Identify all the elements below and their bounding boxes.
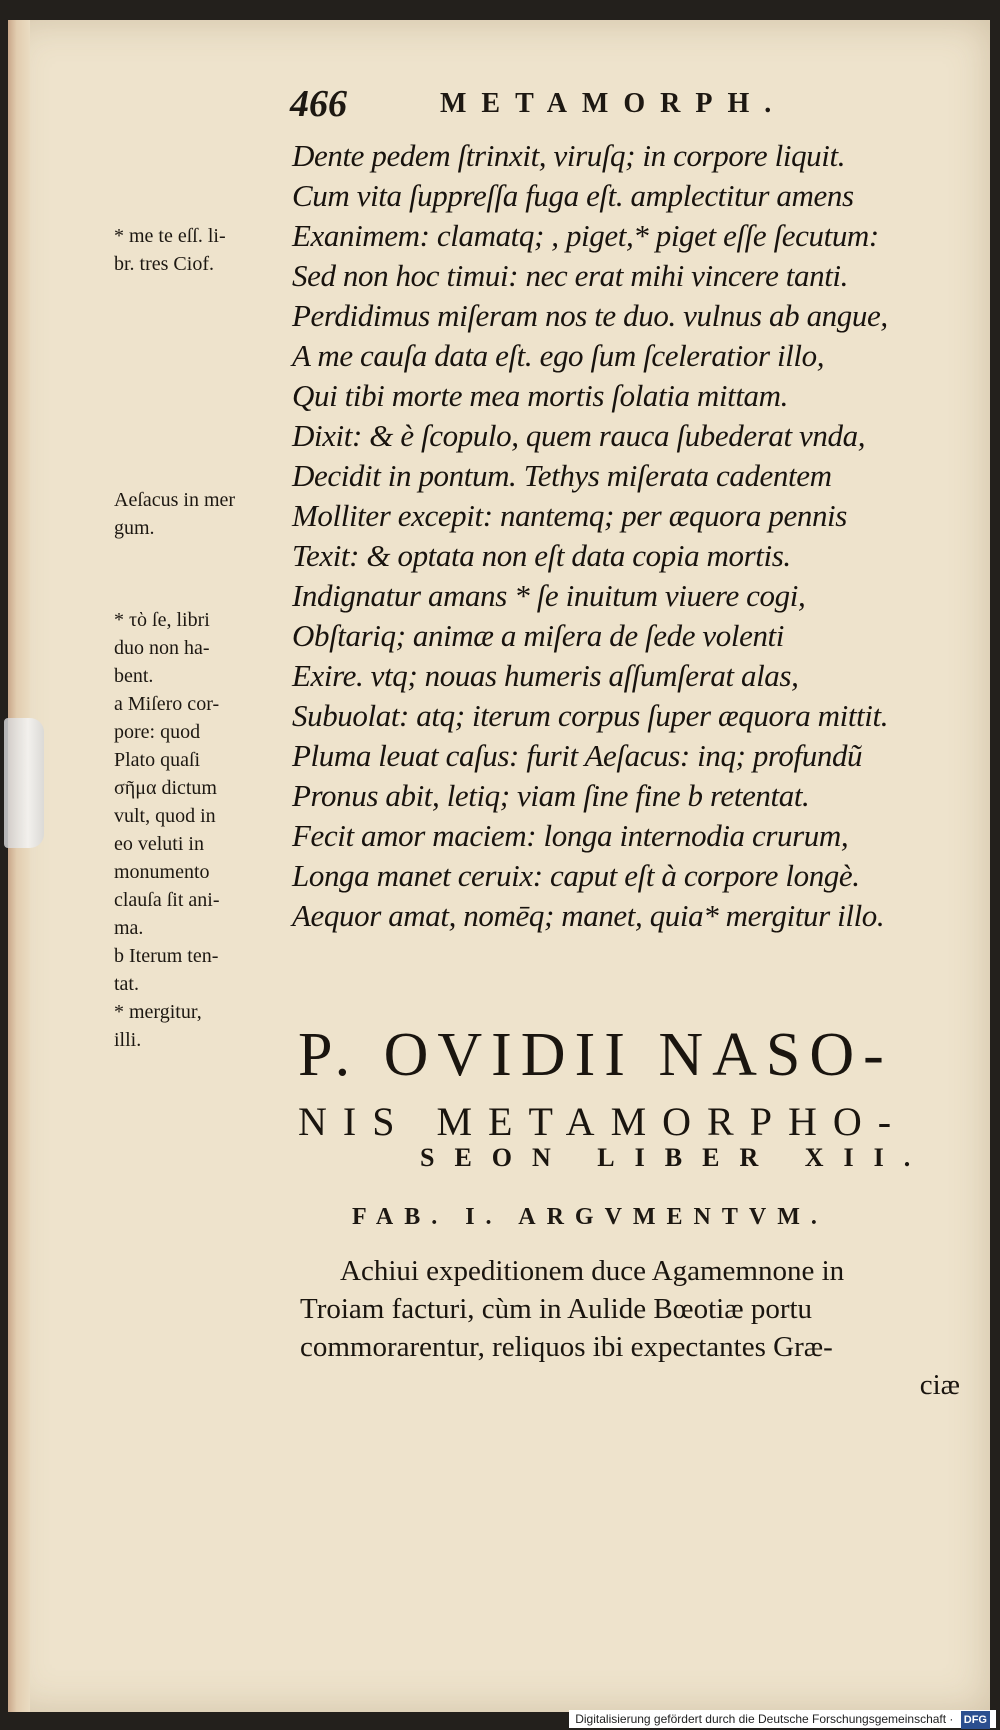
margin-note-line: b Iterum ten- bbox=[114, 945, 219, 967]
verse-line: Perdidimus miſeram nos te duo. vulnus ab angue, bbox=[292, 298, 888, 333]
book-title-line-2: NIS METAMORPHO- bbox=[298, 1099, 908, 1144]
margin-note-line: * mergitur, bbox=[114, 1001, 202, 1023]
margin-note-line: illi. bbox=[114, 1029, 142, 1051]
margin-note-line: a Miſero cor- bbox=[114, 693, 220, 715]
margin-note bbox=[114, 222, 294, 278]
verse-block bbox=[292, 136, 982, 936]
verse-line: Sed non hoc timui: nec erat mihi vincere tanti. bbox=[292, 258, 848, 293]
running-title: METAMORPH. bbox=[440, 88, 787, 119]
dfg-logo: DFG bbox=[961, 1711, 990, 1729]
book-title-line-1: P. OVIDII NASO- bbox=[298, 1021, 893, 1089]
margin-note-line: Aeſacus in mer bbox=[114, 489, 236, 511]
footer-text: Digitalisierung gefördert durch die Deutsche Forschungsgemeinschaft · bbox=[575, 1712, 954, 1726]
margin-note-line: gum. bbox=[114, 517, 155, 539]
margin-note bbox=[114, 486, 294, 542]
margin-note-line: vult, quod in bbox=[114, 805, 216, 827]
verse-line: Qui tibi morte mea mortis ſolatia mittam. bbox=[292, 378, 788, 413]
prose-line: Troiam facturi, cùm in Aulide Bœotiæ portu bbox=[300, 1293, 813, 1325]
verse-line: Pluma leuat caſus: furit Aeſacus: inq; profundũ bbox=[292, 738, 863, 773]
margin-note-line: * τὸ ſe, libri bbox=[114, 609, 210, 631]
verse-line: Obſtariq; animæ a miſera de ſede volenti bbox=[292, 618, 784, 653]
verse-line: Cum vita ſuppreſſa fuga eſt. amplectitur amens bbox=[292, 178, 854, 213]
verse-line: Exire. vtq; nouas humeris aſſumſerat alas, bbox=[292, 658, 799, 693]
prose-line: commorarentur, reliquos ibi expectantes Græ- bbox=[300, 1331, 833, 1363]
margin-note bbox=[114, 606, 294, 1054]
verse-line: A me cauſa data eſt. ego ſum ſceleratior illo, bbox=[292, 338, 825, 373]
prose-catchword: ciæ bbox=[919, 1369, 960, 1401]
margin-note-line: eo veluti in bbox=[114, 833, 204, 855]
margin-note-line: pore: quod bbox=[114, 721, 201, 743]
verse-line: Subuolat: atq; iterum corpus ſuper æquora mittit. bbox=[292, 698, 889, 733]
margin-note-line: ma. bbox=[114, 917, 144, 939]
page-edge bbox=[8, 20, 30, 1712]
verse-line: Aequor amat, nomēq; manet, quia* mergitur illo. bbox=[292, 898, 885, 933]
verse-line: Longa manet ceruix: caput eſt à corpore longè. bbox=[292, 858, 860, 893]
fable-heading: FAB. I. ARGVMENTVM. bbox=[352, 1204, 828, 1230]
verse-line: Exanimem: clamatq; , piget,* piget eſſe ſecutum: bbox=[292, 218, 879, 253]
page-clip bbox=[4, 718, 44, 848]
digitization-footer bbox=[569, 1710, 996, 1728]
page-header bbox=[290, 82, 970, 126]
margin-note-line: clauſa ſit ani- bbox=[114, 889, 220, 911]
page-number: 466 bbox=[290, 83, 347, 125]
margin-note-line: monumento bbox=[114, 861, 210, 883]
verse-line: Dixit: & è ſcopulo, quem rauca ſubederat vnda, bbox=[292, 418, 866, 453]
margin-note-line: bent. bbox=[114, 665, 154, 687]
margin-note-line: tat. bbox=[114, 973, 139, 995]
margin-note-line: Plato quaſi bbox=[114, 749, 201, 771]
verse-line: Decidit in pontum. Tethys miſerata cadentem bbox=[292, 458, 832, 493]
book-title-line-3: SEON LIBER XII. bbox=[420, 1143, 931, 1172]
argument-prose bbox=[300, 1252, 960, 1404]
verse-line: Pronus abit, letiq; viam ſine fine b retentat. bbox=[292, 778, 810, 813]
verse-line: Dente pedem ſtrinxit, viruſq; in corpore liquit. bbox=[292, 138, 846, 173]
verse-line: Indignatur amans * ſe inuitum viuere cogi, bbox=[292, 578, 806, 613]
margin-note-line: * me te eſſ. li- bbox=[114, 225, 226, 247]
prose-line: Achiui expeditionem duce Agamemnone in bbox=[340, 1255, 845, 1287]
margin-note-line: duo non ha- bbox=[114, 637, 210, 659]
margin-note-line: br. tres Ciof. bbox=[114, 253, 214, 275]
verse-line: Fecit amor maciem: longa internodia crurum, bbox=[292, 818, 849, 853]
verse-line: Texit: & optata non eſt data copia mortis. bbox=[292, 538, 791, 573]
margin-note-line: σῆμα dictum bbox=[114, 777, 217, 799]
verse-line: Molliter excepit: nantemq; per æquora pennis bbox=[292, 498, 847, 533]
